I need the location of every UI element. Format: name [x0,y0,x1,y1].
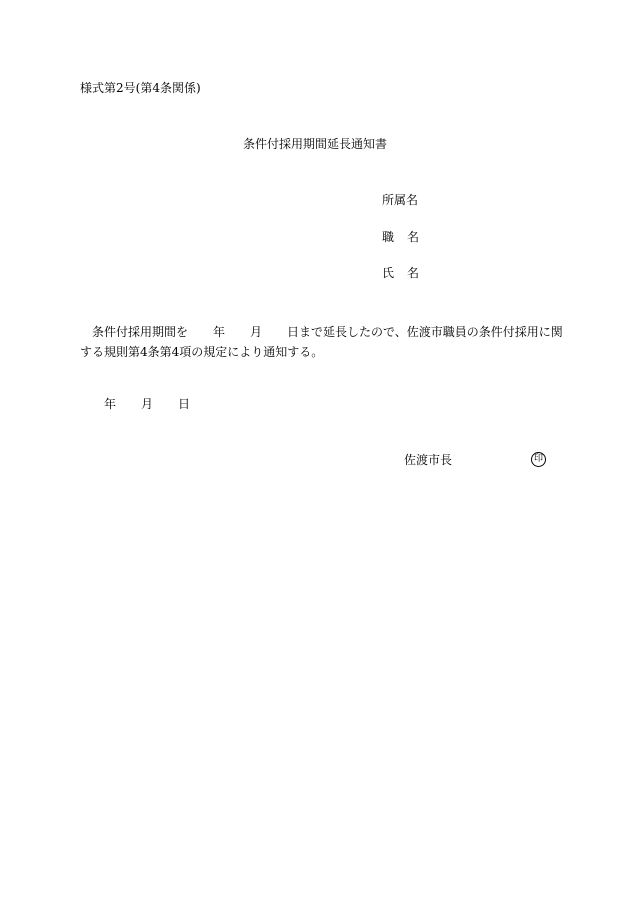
job-title-label-part1: 職 [382,230,395,244]
job-title-label [382,231,419,243]
name-label-part1: 氏 [382,266,395,280]
body-year: 年 [213,325,226,339]
date-year: 年 [104,397,117,411]
date-day: 日 [178,397,191,411]
date-month: 月 [141,397,154,411]
body-part2: 日まで延長したので、佐渡市職員の条件付採用に関 [287,325,563,339]
affiliation-label: 所属名 [382,193,419,207]
job-title-label-part2: 名 [407,230,420,244]
notice-body [80,322,563,362]
body-month: 月 [250,325,263,339]
date-line [104,398,190,410]
name-label [382,267,419,279]
form-number: 様式第2号(第4条関係) [80,81,201,95]
seal-mark: 印 [531,452,546,467]
notice-body-line1 [80,322,563,342]
body-part1: 条件付採用期間を [92,325,189,339]
name-label-part2: 名 [407,266,420,280]
issuer-title: 佐渡市長 [404,453,453,467]
document-title: 条件付採用期間延長通知書 [243,137,388,151]
notice-body-line2: する規則第4条第4項の規定により通知する。 [80,345,324,359]
